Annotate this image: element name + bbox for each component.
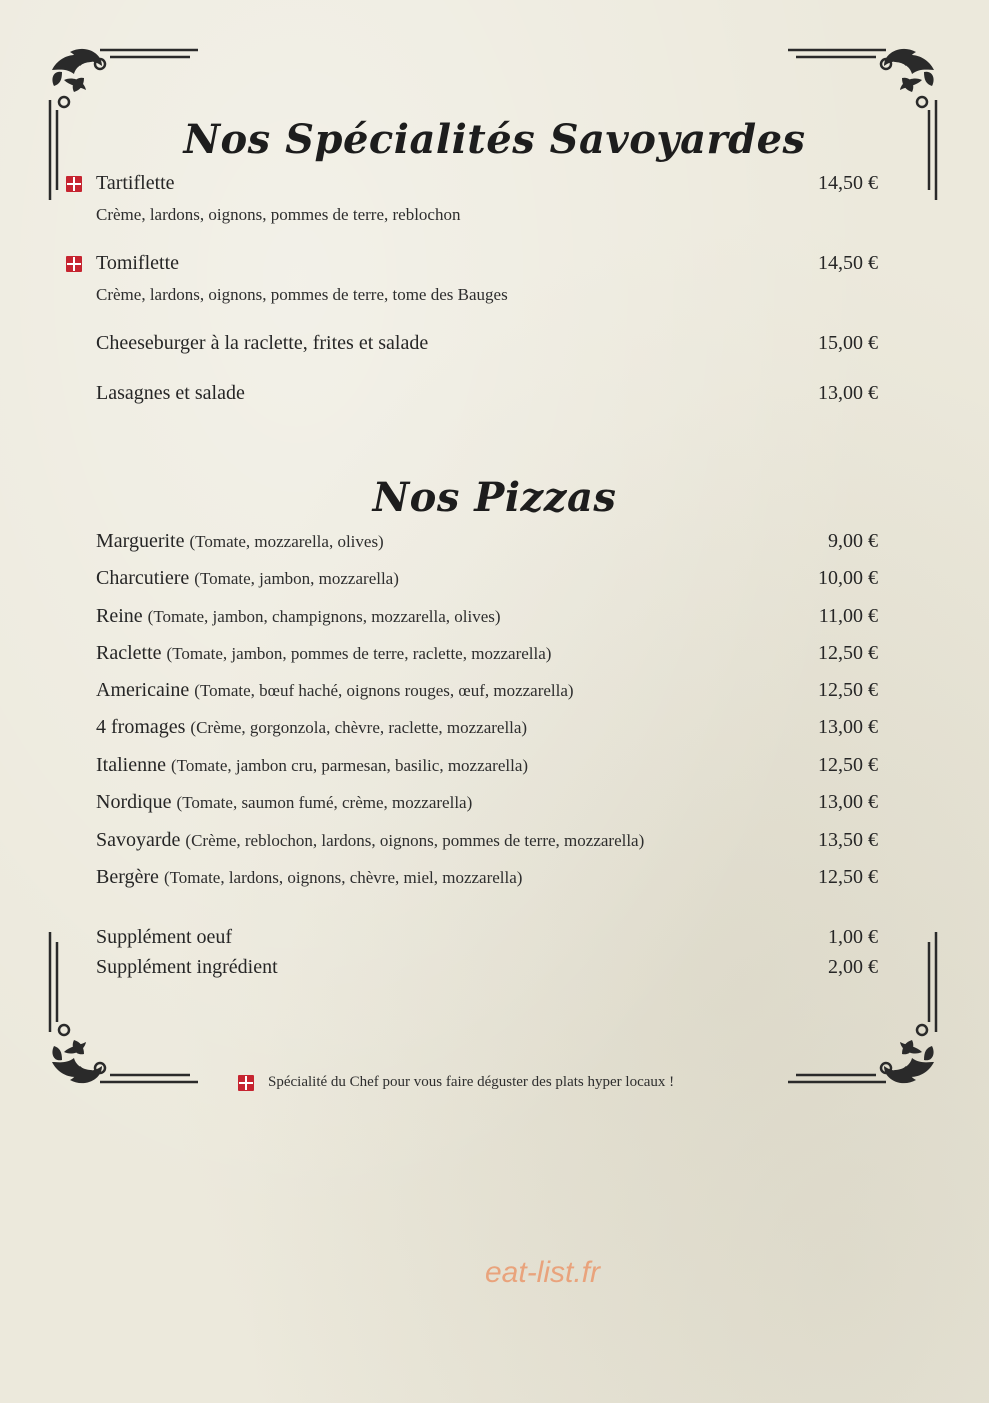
pizza-row bbox=[96, 791, 878, 819]
item-price: 15,00 € bbox=[818, 332, 878, 354]
pizza-row bbox=[96, 642, 878, 670]
pizza-ingredients: (Tomate, jambon, mozzarella) bbox=[194, 569, 399, 588]
pizza-ingredients: (Tomate, saumon fumé, crème, mozzarella) bbox=[176, 793, 473, 812]
pizza-row bbox=[96, 605, 878, 633]
pizza-name: Charcutiere bbox=[96, 567, 190, 589]
pizza-ingredients: (Tomate, jambon cru, parmesan, basilic, mozzarella) bbox=[170, 756, 529, 775]
pizza-price: 11,00 € bbox=[818, 605, 878, 627]
menu-item-row bbox=[96, 382, 878, 410]
savoie-flag-icon bbox=[66, 256, 82, 272]
item-name: Tomiflette bbox=[96, 252, 180, 274]
pizza-price: 12,50 € bbox=[818, 754, 878, 776]
pizza-ingredients: (Crème, reblochon, lardons, oignons, pommes de terre, mozzarella) bbox=[185, 831, 645, 850]
pizza-price: 12,50 € bbox=[818, 866, 878, 888]
pizza-row bbox=[96, 716, 878, 744]
section-title-specialites: Nos Spécialités Savoyardes bbox=[183, 116, 806, 163]
item-description: Crème, lardons, oignons, pommes de terre, tome des Bauges bbox=[96, 285, 508, 304]
pizza-ingredients: (Tomate, jambon, champignons, mozzarella, olives) bbox=[147, 607, 501, 626]
pizza-price: 12,50 € bbox=[818, 642, 878, 664]
pizza-ingredients: (Tomate, bœuf haché, oignons rouges, œuf, mozzarella) bbox=[194, 681, 574, 700]
supplement-name: Supplément oeuf bbox=[96, 926, 233, 948]
menu-item-row bbox=[96, 332, 878, 360]
item-name: Tartiflette bbox=[96, 172, 175, 194]
pizza-price: 13,00 € bbox=[818, 791, 878, 813]
pizza-name: Bergère bbox=[96, 866, 159, 888]
item-description: Crème, lardons, oignons, pommes de terre, reblochon bbox=[96, 205, 461, 224]
footnote-text: Spécialité du Chef pour vous faire déguster des plats hyper locaux ! bbox=[268, 1074, 675, 1090]
pizza-name: 4 fromages bbox=[96, 716, 186, 738]
pizza-name: Nordique bbox=[96, 791, 172, 813]
pizza-row bbox=[96, 829, 878, 857]
pizza-price: 9,00 € bbox=[828, 530, 878, 552]
pizza-ingredients: (Tomate, jambon, pommes de terre, raclette, mozzarella) bbox=[166, 644, 552, 663]
pizza-price: 12,50 € bbox=[818, 679, 878, 701]
supplement-price: 2,00 € bbox=[828, 956, 878, 978]
item-price: 13,00 € bbox=[818, 382, 878, 404]
watermark: eat-list.fr bbox=[484, 1256, 601, 1289]
pizza-row bbox=[96, 754, 878, 782]
pizza-ingredients: (Tomate, mozzarella, olives) bbox=[189, 532, 384, 551]
item-name: Lasagnes et salade bbox=[96, 382, 245, 404]
supplement-price: 1,00 € bbox=[828, 926, 878, 948]
pizza-name: Marguerite bbox=[96, 530, 185, 552]
pizza-row bbox=[96, 530, 878, 558]
pizza-ingredients: (Tomate, lardons, oignons, chèvre, miel, mozzarella) bbox=[163, 868, 523, 887]
pizza-name: Italienne bbox=[96, 754, 166, 776]
pizza-price: 13,50 € bbox=[818, 829, 878, 851]
pizza-name: Savoyarde bbox=[96, 829, 181, 851]
item-price: 14,50 € bbox=[818, 172, 878, 194]
savoie-flag-icon bbox=[66, 176, 82, 192]
supplement-row bbox=[96, 926, 878, 954]
pizza-price: 10,00 € bbox=[818, 567, 878, 589]
section-title-pizzas: Nos Pizzas bbox=[372, 474, 617, 521]
pizza-price: 13,00 € bbox=[818, 716, 878, 738]
supplement-row bbox=[96, 956, 878, 984]
item-price: 14,50 € bbox=[818, 252, 878, 274]
pizza-name: Americaine bbox=[96, 679, 190, 701]
pizza-name: Reine bbox=[96, 605, 143, 627]
menu-item-row bbox=[96, 172, 878, 200]
pizza-row bbox=[96, 679, 878, 707]
pizza-name: Raclette bbox=[96, 642, 162, 664]
pizza-row bbox=[96, 567, 878, 595]
pizza-row bbox=[96, 866, 878, 894]
savoie-flag-icon bbox=[238, 1075, 254, 1091]
item-name: Cheeseburger à la raclette, frites et salade bbox=[96, 332, 429, 354]
menu-item-row bbox=[96, 252, 878, 280]
pizza-ingredients: (Crème, gorgonzola, chèvre, raclette, mozzarella) bbox=[190, 718, 528, 737]
supplement-name: Supplément ingrédient bbox=[96, 956, 278, 978]
